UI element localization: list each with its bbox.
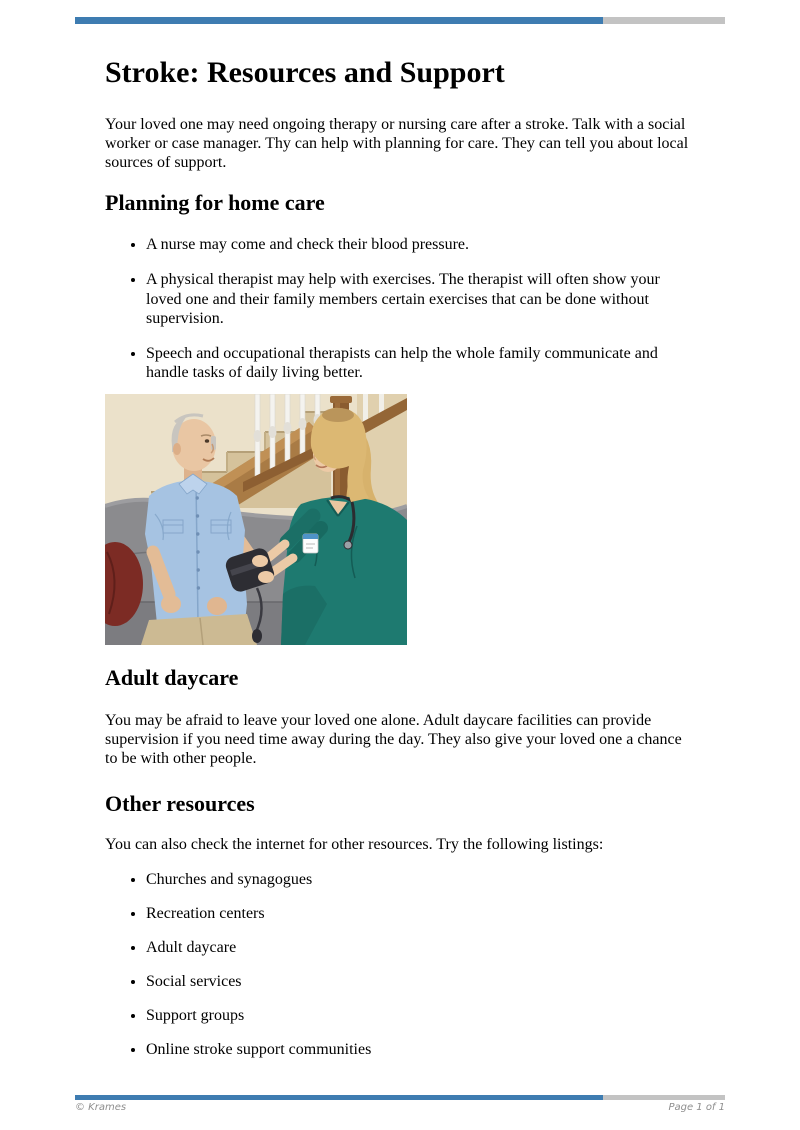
copyright-text: © Krames: [75, 1102, 127, 1113]
list-item: • Churches and synagogues: [146, 870, 695, 889]
page-indicator: Page 1 of 1: [668, 1102, 725, 1113]
header-accent-bar-gray: [603, 17, 725, 24]
intro-paragraph: Your loved one may need ongoing therapy or nursing care after a stroke. Talk with a social worker or case manager. Thy can help with planning for care. They can tell you about local sources of support.: [105, 115, 689, 171]
header-accent-bar: [75, 17, 725, 24]
section-heading-adult-daycare: Adult daycare: [105, 665, 239, 691]
list-item: • Adult daycare: [146, 938, 695, 957]
header-accent-bar-blue: [75, 17, 603, 24]
list-item: • Speech and occupational therapists can help the whole family communicate and handle tasks of daily living better.: [146, 344, 695, 382]
list-item: • Social services: [146, 972, 695, 991]
list-item: • Online stroke support communities: [146, 1040, 695, 1059]
list-item: • A physical therapist may help with exercises. The therapist will often show your loved one and their family members certain exercises that can be done without supervision.: [146, 270, 695, 328]
list-item: • Support groups: [146, 1006, 695, 1025]
home-care-bullet-list: [105, 235, 695, 382]
other-resources-bullet-list: [105, 870, 695, 1060]
footer-accent-bar: [75, 1095, 725, 1100]
section-heading-other-resources: Other resources: [105, 791, 255, 817]
home-care-photo: [105, 394, 407, 645]
page-title: Stroke: Resources and Support: [105, 56, 505, 89]
other-resources-intro: You can also check the internet for other resources. Try the following listings:: [105, 836, 604, 854]
home-care-photo-illustration: [105, 394, 407, 645]
id-badge: [303, 534, 318, 553]
footer-accent-bar-blue: [75, 1095, 603, 1100]
section-heading-planning-for-home-care: Planning for home care: [105, 190, 325, 216]
footer-accent-bar-gray: [603, 1095, 725, 1100]
footer: [75, 1102, 725, 1114]
list-item: • Recreation centers: [146, 904, 695, 923]
adult-daycare-paragraph: You may be afraid to leave your loved one alone. Adult daycare facilities can provide supervision if you need time away during the day. They also give your loved one a chance to be with other people.: [105, 711, 682, 767]
list-item: • A nurse may come and check their blood pressure.: [146, 235, 695, 254]
